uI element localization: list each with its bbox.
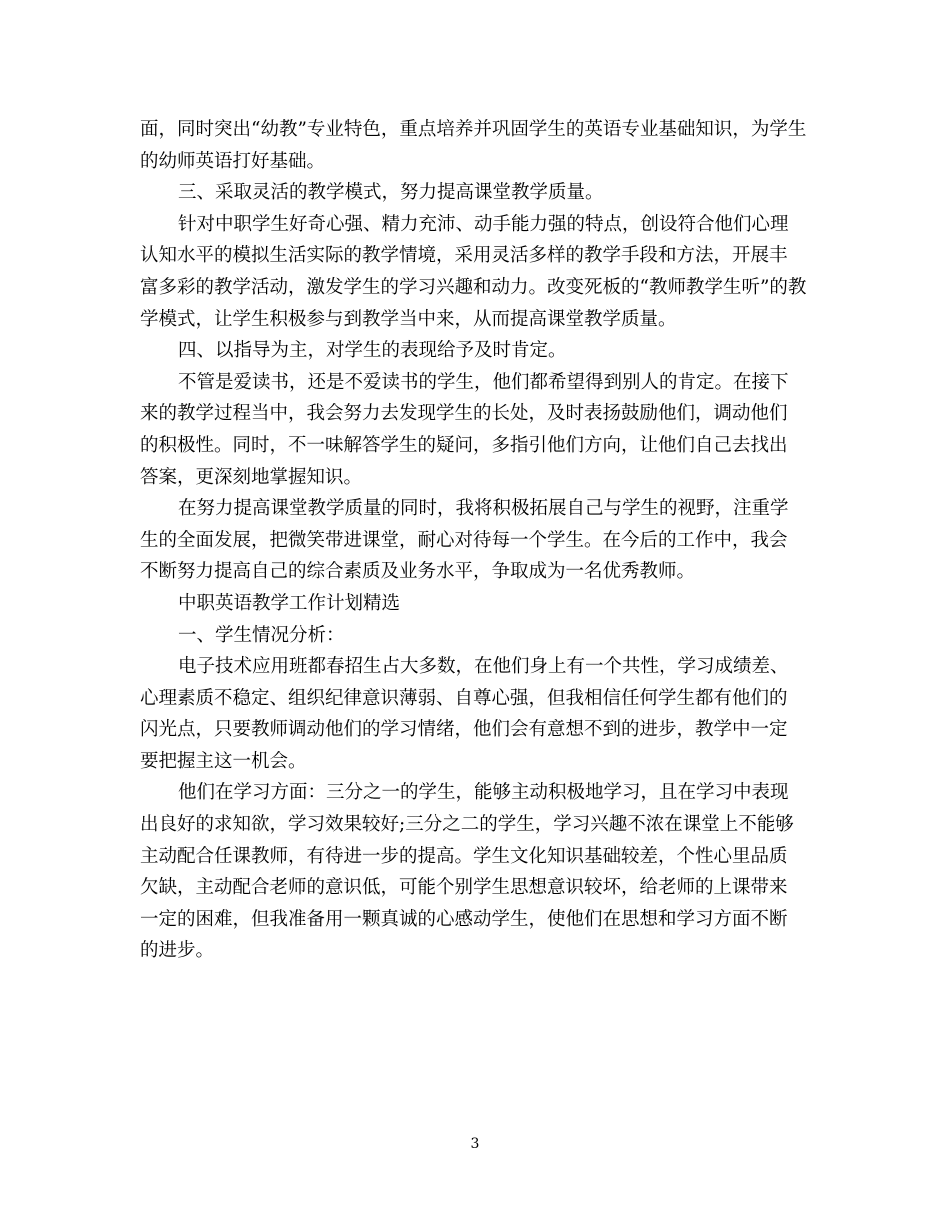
text-line: 中职英语教学工作计划精选 [178,592,401,614]
text-line: 来的教学过程当中，我会努力去发现学生的长处，及时表扬鼓励他们，调动他们 [140,403,788,425]
text-line: 三、采取灵活的教学模式，努力提高课堂教学质量。 [178,182,604,204]
text-line: 富多彩的教学活动，激发学生的学习兴趣和动力。改变死板的“教师教学生听”的教 [140,276,807,298]
text-line: 主动配合任课教师，有待进一步的提高。学生文化知识基础较差，个性心里品质 [140,845,788,867]
text-line: 的进步。 [140,940,215,962]
text-line: 四、以指导为主，对学生的表现给予及时肯定。 [178,340,567,362]
text-line: 的积极性。同时，不一味解答学生的疑问，多指引他们方向，让他们自己去找出 [140,434,788,456]
text-line: 认知水平的模拟生活实际的教学情境，采用灵活多样的教学手段和方法，开展丰 [140,245,788,267]
document-body [140,114,812,967]
text-line: 出良好的求知欲，学习效果较好;三分之二的学生，学习兴趣不浓在课堂上不能够 [140,814,794,836]
body-text [140,114,812,967]
text-line: 他们在学习方面：三分之一的学生，能够主动积极地学习，且在学习中表现 [178,782,789,804]
text-line: 一、学生情况分析： [178,624,345,646]
text-line: 电子技术应用班都春招生占大多数，在他们身上有一个共性，学习成绩差、 [178,656,789,678]
text-line: 心理素质不稳定、组织纪律意识薄弱、自尊心强，但我相信任何学生都有他们的 [140,687,788,709]
text-line: 一定的困难，但我准备用一颗真诚的心感动学生，使他们在思想和学习方面不断 [140,908,788,930]
text-line: 在努力提高课堂教学质量的同时，我将积极拓展自己与学生的视野，注重学 [178,498,789,520]
text-line: 不断努力提高自己的综合素质及业务水平，争取成为一名优秀教师。 [140,561,696,583]
text-line: 的幼师英语打好基础。 [140,150,326,172]
text-line: 闪光点，只要教师调动他们的学习情绪，他们会有意想不到的进步，教学中一定 [140,719,788,741]
text-line: 针对中职学生好奇心强、精力充沛、动手能力强的特点，创设符合他们心理 [178,213,789,235]
text-line: 答案，更深刻地掌握知识。 [140,466,363,488]
page-number: 3 [470,1136,480,1152]
text-line: 面，同时突出“幼教”专业特色，重点培养并巩固学生的英语专业基础知识，为学生 [140,119,807,140]
text-line: 不管是爱读书，还是不爱读书的学生，他们都希望得到别人的肯定。在接下 [178,371,789,393]
text-line: 生的全面发展，把微笑带进课堂，耐心对待每一个学生。在今后的工作中，我会 [140,529,788,551]
text-line: 欠缺，主动配合老师的意识低，可能个别学生思想意识较坏，给老师的上课带来 [140,877,788,899]
text-line: 学模式，让学生积极参与到教学当中来，从而提高课堂教学质量。 [140,308,677,330]
text-line: 要把握主这一机会。 [140,750,307,772]
